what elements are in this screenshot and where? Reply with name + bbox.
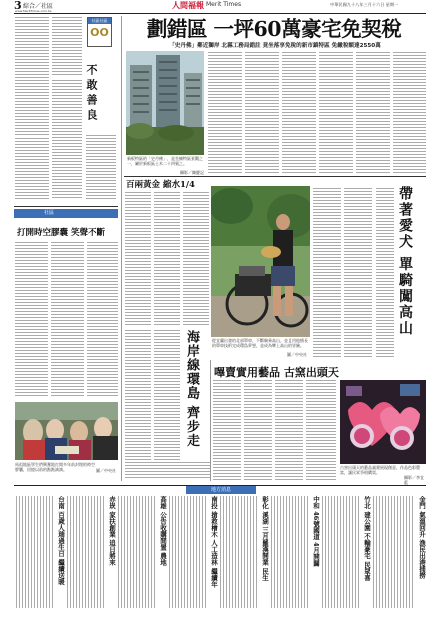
art-photo-caption: 古窯出頭天的藝品義賣展現創意，作品色彩豐富，讓民眾爭相購買。 bbox=[340, 465, 420, 475]
cyclist-photo-caption: 從宜蘭出發的北部單車，不斷騎乘高山，並且用他擅長的單車技術完成環島夢想，並成為攀上高山的冒險。 bbox=[212, 338, 308, 348]
main-text-4 bbox=[319, 52, 353, 174]
cyclist-text-1 bbox=[313, 188, 341, 358]
gold-text-2 bbox=[154, 192, 180, 327]
coast-text-1 bbox=[125, 330, 151, 460]
left-col-text-2 bbox=[52, 17, 82, 77]
column-badge bbox=[87, 17, 112, 47]
website: www.MeritTimes.com.tw bbox=[15, 9, 52, 13]
bottom-col-4 bbox=[167, 496, 218, 608]
capsule-photo-credit: 圖／中央社 bbox=[96, 468, 116, 473]
art-text-3 bbox=[275, 380, 303, 480]
cyclist-photo-credit: 圖／中央社 bbox=[287, 352, 307, 357]
main-text-6 bbox=[393, 52, 426, 174]
badge-mark: OO bbox=[90, 26, 109, 39]
bottom-col-6-text bbox=[271, 496, 309, 608]
art-photo-art bbox=[340, 380, 426, 464]
main-headline: 劃錯區 一坪60萬豪宅免契稅 bbox=[146, 17, 402, 41]
art-photo bbox=[340, 380, 426, 464]
coast-rule bbox=[210, 360, 211, 481]
bottom-columns bbox=[14, 496, 426, 608]
coast-text-2 bbox=[154, 330, 180, 460]
gold-text-3 bbox=[183, 192, 209, 327]
local-news-label: 地方消息 bbox=[186, 486, 256, 494]
art-text-1 bbox=[213, 380, 241, 480]
tower-photo-credit: 攝影／陳慶記 bbox=[180, 170, 204, 175]
bottom-col-5-text bbox=[220, 496, 258, 608]
bottom-col-3-heading: 高雄 公告收購閒置 農地 bbox=[159, 496, 167, 566]
bottom-col-3 bbox=[116, 496, 167, 608]
bottom-col-6-heading: 中和 46號國道 4月開闢 bbox=[312, 496, 320, 567]
main-subhead: 「史丹佛」鄰近獅岸 北縣工務局錯註 竟坐落享免稅的新市鎮特區 免繳稅額達2550萬 bbox=[169, 43, 381, 49]
art-headline: 嗶賣實用藝品 古窯出頭天 bbox=[214, 366, 339, 379]
community-text-3 bbox=[87, 242, 118, 398]
cyclist-text-2 bbox=[344, 188, 372, 358]
main-story-rule bbox=[124, 176, 426, 177]
bottom-col-6 bbox=[269, 496, 320, 608]
bottom-col-3-text bbox=[118, 496, 156, 608]
gold-headline: 百兩黃金 縮水1/4 bbox=[126, 180, 195, 190]
tower-photo-art bbox=[126, 51, 204, 155]
masthead-en: Merit Times bbox=[206, 1, 242, 8]
left-vertical-title: 不敢善良 bbox=[85, 64, 98, 124]
masthead-cn: 人間福報 bbox=[172, 0, 204, 10]
left-col-text-4 bbox=[86, 135, 116, 200]
community-heading: 打開時空膠囊 笑聲不斷 bbox=[17, 228, 105, 238]
left-col-text-5 bbox=[15, 138, 49, 200]
capsule-photo-art bbox=[15, 402, 118, 460]
issue-date: 中華民國九十八年三月十六日 星期一 bbox=[330, 2, 399, 7]
community-text-2 bbox=[51, 242, 84, 398]
main-text-2 bbox=[245, 52, 279, 174]
bottom-col-7 bbox=[320, 496, 371, 608]
art-photo-credit: 攝影／李宜藍 bbox=[404, 475, 424, 485]
bottom-col-7-text bbox=[322, 496, 360, 608]
bottom-col-5-heading: 彰化 溪湖 三月羅漢開業 民生 bbox=[261, 496, 269, 581]
art-text-4 bbox=[306, 380, 336, 480]
community-label: 社區 bbox=[14, 209, 118, 218]
gold-text-1 bbox=[125, 192, 151, 327]
left-column-rule bbox=[121, 16, 122, 481]
community-text-1 bbox=[15, 242, 48, 398]
left-col-text-1 bbox=[15, 17, 49, 135]
tower-photo bbox=[126, 51, 204, 155]
bottom-col-2-heading: 赤崁 家扶創業 追日將來 bbox=[108, 496, 116, 566]
bottom-col-1-heading: 台南 百歲人瑞過生日 繼續送暖 bbox=[57, 496, 65, 586]
bottom-col-8 bbox=[371, 496, 426, 608]
cyclist-text-3 bbox=[376, 188, 394, 358]
bottom-col-4-heading: 南投 搶救檜木 人工造林 繼續年 bbox=[210, 496, 218, 588]
bottom-col-2 bbox=[65, 496, 116, 608]
bottom-col-8-text bbox=[373, 496, 413, 608]
bottom-col-8-heading: 金門 氣溫回升 漁民出港捕撈 bbox=[418, 496, 426, 579]
bottom-col-1 bbox=[14, 496, 65, 608]
cyclist-photo-art bbox=[211, 186, 310, 337]
page-number: 3 bbox=[14, 0, 22, 12]
art-text-2 bbox=[244, 380, 272, 480]
section-name: 綜合／社區 bbox=[23, 3, 54, 10]
bottom-col-7-heading: 竹北 建公園 不輸豪宅 民眾喜 bbox=[363, 496, 371, 581]
left-divider bbox=[14, 206, 118, 207]
capsule-photo bbox=[15, 402, 118, 460]
bottom-col-4-text bbox=[169, 496, 207, 608]
main-text-3 bbox=[282, 52, 316, 174]
tower-photo-caption: 新板特區的「史丹佛」，是坐擁特區景觀之一，屬於新板區土木二十四號之。 bbox=[127, 156, 203, 166]
capsule-photo-caption: 馬祖地區學生們興奮地打開多年前封埋的時空膠囊，回憶以前的點點滴滴。 bbox=[15, 462, 95, 472]
bottom-col-1-text bbox=[16, 496, 54, 608]
bottom-col-5 bbox=[218, 496, 269, 608]
cyclist-photo bbox=[211, 186, 310, 337]
bottom-col-2-text bbox=[67, 496, 105, 608]
cyclist-vertical-headline: 帶著愛犬 單騎闖高山 bbox=[397, 186, 413, 337]
left-col-text-3 bbox=[52, 80, 82, 200]
main-text-1 bbox=[208, 52, 242, 174]
main-text-5 bbox=[356, 52, 390, 174]
coast-text-3 bbox=[125, 462, 210, 480]
coast-vertical-headline: 海岸線環島 齊步走 bbox=[184, 330, 199, 448]
badge-label: 社區社區 bbox=[88, 18, 111, 24]
